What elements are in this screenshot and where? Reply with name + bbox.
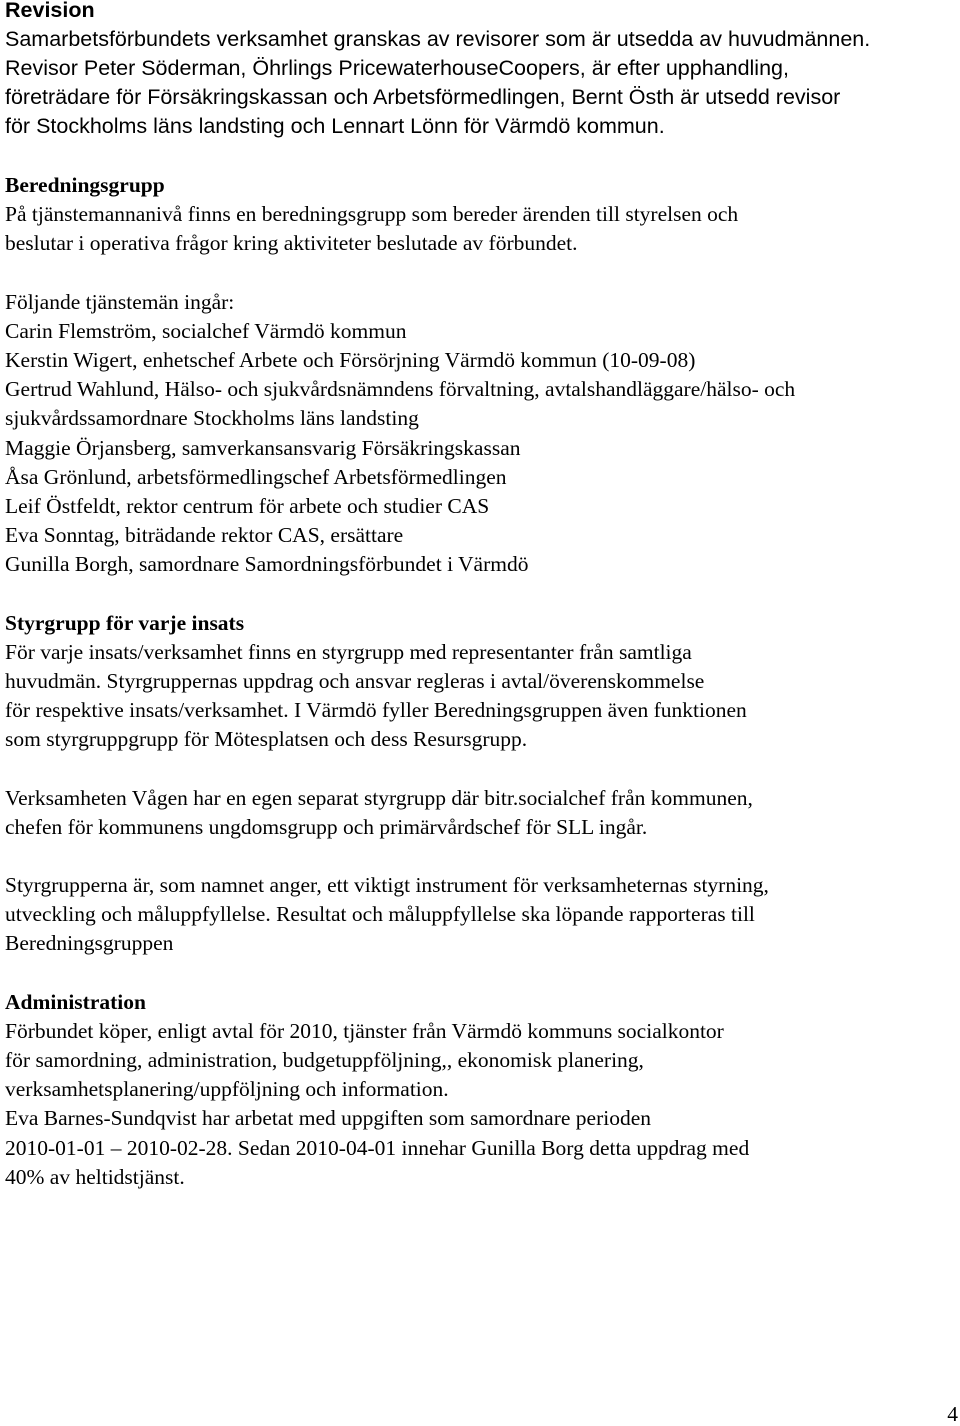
styrgrupp-line: Beredningsgruppen — [5, 931, 174, 956]
beredningsgrupp-heading: Beredningsgrupp — [5, 173, 165, 197]
styrgrupp-line: som styrgruppgrupp för Mötesplatsen och dess Resursgrupp. — [5, 727, 528, 752]
member-line: Maggie Örjansberg, samverkansansvarig Försäkringskassan — [5, 435, 521, 460]
styrgrupp-heading: Styrgrupp för varje insats — [5, 610, 245, 635]
styrgrupp-section — [5, 609, 955, 959]
beredningsgrupp-section — [5, 171, 955, 580]
administration-line: 2010-01-01 – 2010-02-28. Sedan 2010-04-01 innehar Gunilla Borg detta uppdrag med — [5, 1135, 750, 1160]
administration-line: 40% av heltidstjänst. — [5, 1164, 185, 1189]
administration-line: Eva Barnes-Sundqvist har arbetat med uppgiften som samordnare perioden — [5, 1106, 652, 1131]
member-line: Gertrud Wahlund, Hälso- och sjukvårdsnämndens förvaltning, avtalshandläggare/hälso- och — [5, 377, 796, 402]
beredningsgrupp-line: På tjänstemannanivå finns en beredningsgrupp som bereder ärenden till styrelsen och — [5, 202, 739, 227]
styrgrupp-line: chefen för kommunens ungdomsgrupp och primärvårdschef för SLL ingår. — [5, 814, 648, 839]
administration-line: verksamhetsplanering/uppföljning och information. — [5, 1077, 449, 1102]
member-line: Gunilla Borgh, samordnare Samordningsförbundet i Värmdö — [5, 552, 529, 577]
revision-line: företrädare för Försäkringskassan och Arbetsförmedlingen, Bernt Östh är utsedd revisor — [5, 85, 841, 109]
page-number: 4 — [947, 1402, 958, 1426]
revision-line: för Stockholms läns landsting och Lennart Lönn för Värmdö kommun. — [5, 114, 665, 138]
administration-line: Förbundet köper, enligt avtal för 2010, tjänster från Värmdö kommuns socialkontor — [5, 1018, 724, 1043]
administration-line: för samordning, administration, budgetuppföljning,, ekonomisk planering, — [5, 1048, 644, 1073]
member-line: Åsa Grönlund, arbetsförmedlingschef Arbetsförmedlingen — [5, 464, 507, 489]
styrgrupp-line: utveckling och måluppfyllelse. Resultat och måluppfyllelse ska löpande rapporteras till — [5, 902, 755, 927]
administration-heading: Administration — [5, 989, 146, 1014]
member-line: Leif Östfeldt, rektor centrum för arbete och studier CAS — [5, 494, 490, 519]
member-line: Carin Flemström, socialchef Värmdö kommun — [5, 318, 407, 343]
members-intro: Följande tjänstemän ingår: — [5, 289, 235, 314]
beredningsgrupp-line: beslutar i operativa frågor kring aktiviteter beslutade av förbundet. — [5, 231, 578, 256]
member-line: Kerstin Wigert, enhetschef Arbete och Försörjning Värmdö kommun (10-09-08) — [5, 348, 696, 373]
administration-section — [5, 988, 955, 1192]
revision-section — [5, 0, 955, 141]
member-line: sjukvårdssamordnare Stockholms läns landsting — [5, 406, 419, 431]
document-page — [5, 0, 955, 1192]
revision-line: Revisor Peter Söderman, Öhrlings PricewaterhouseCoopers, är efter upphandling, — [5, 56, 789, 80]
member-line: Eva Sonntag, biträdande rektor CAS, ersättare — [5, 523, 404, 548]
styrgrupp-line: Styrgrupperna är, som namnet anger, ett viktigt instrument för verksamheternas styrning, — [5, 873, 769, 898]
styrgrupp-line: huvudmän. Styrgruppernas uppdrag och ansvar regleras i avtal/överenskommelse — [5, 669, 705, 694]
styrgrupp-line: För varje insats/verksamhet finns en styrgrupp med representanter från samtliga — [5, 639, 692, 664]
revision-heading: Revision — [5, 0, 95, 22]
styrgrupp-line: för respektive insats/verksamhet. I Värmdö fyller Beredningsgruppen även funktionen — [5, 698, 747, 723]
styrgrupp-line: Verksamheten Vågen har en egen separat styrgrupp där bitr.socialchef från kommunen, — [5, 785, 753, 810]
revision-line: Samarbetsförbundets verksamhet granskas av revisorer som är utsedda av huvudmännen. — [5, 27, 871, 51]
